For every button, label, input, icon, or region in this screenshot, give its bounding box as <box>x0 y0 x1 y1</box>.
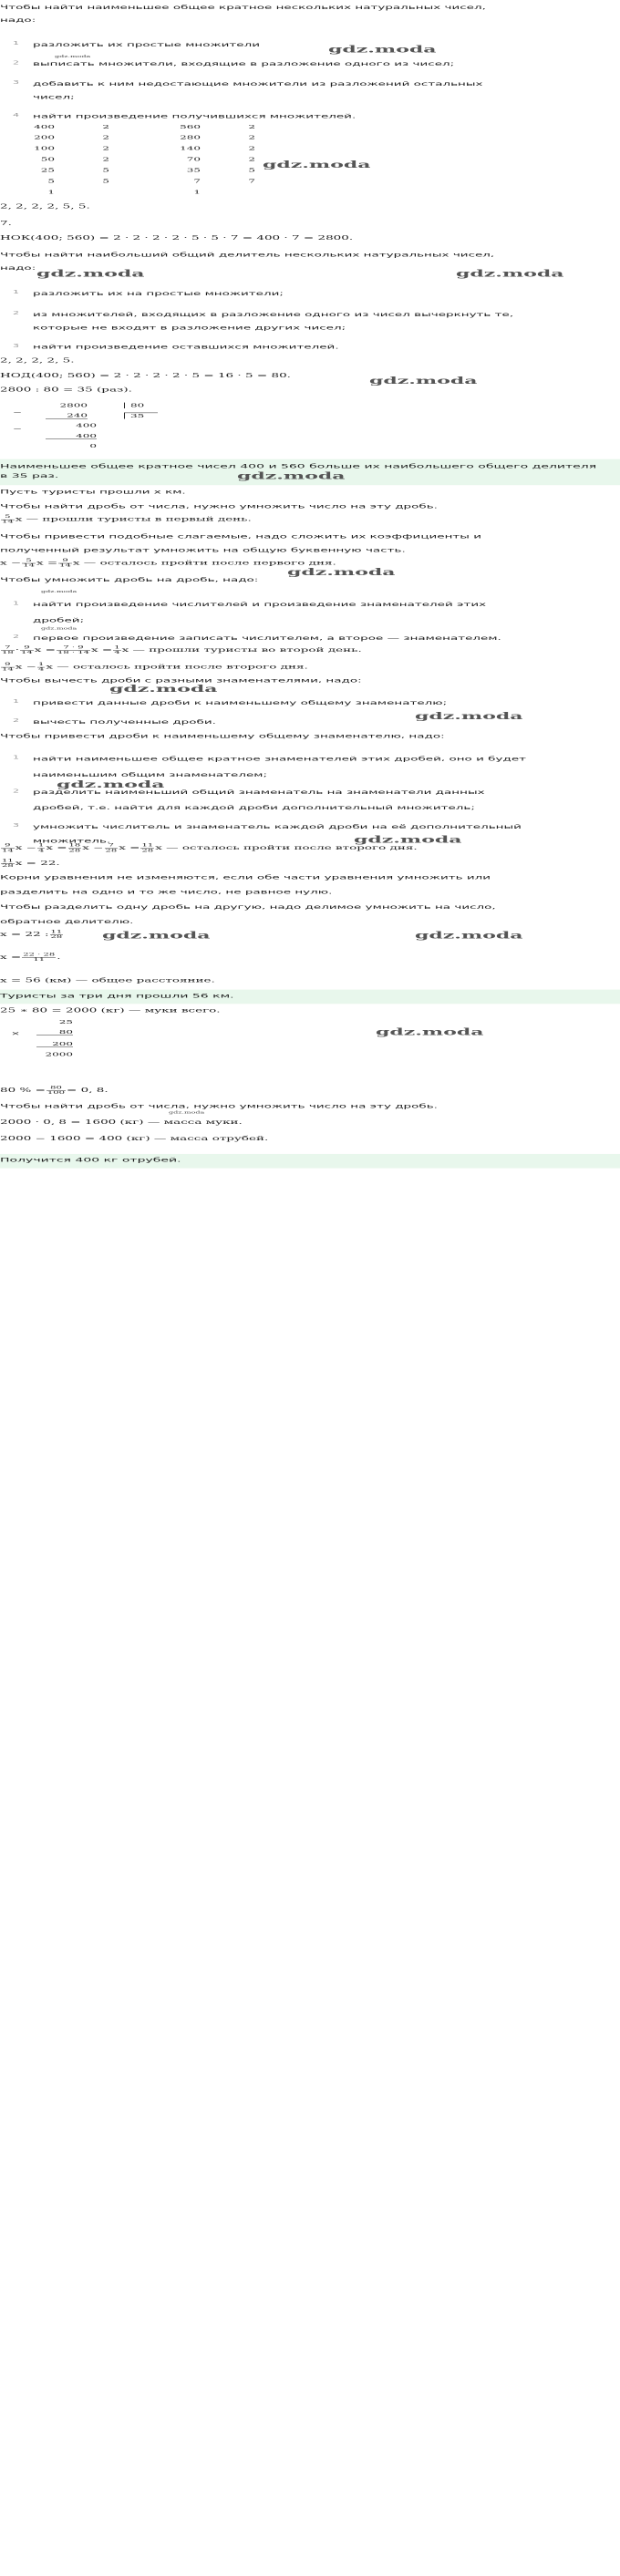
sub1: 240 <box>46 413 88 419</box>
watermark: gdz.moda <box>57 778 165 790</box>
watermark: gdz.moda <box>415 710 523 722</box>
p2-l3: $\frac{5}{14}$ x — прошли туристы в первый день. <box>2 514 252 524</box>
table-cell: 50 <box>40 156 55 163</box>
p2-l16: Чтобы разделить одну дробь на другую, надо делимое умножить на число, <box>0 903 496 911</box>
divisor: 80 <box>124 403 158 408</box>
watermark: gdz.moda <box>354 834 462 846</box>
watermark: gdz.moda <box>36 268 145 280</box>
lcm-rule-intro: Чтобы найти наименьшее общее кратное нескольких натуральных чисел, <box>0 4 486 11</box>
p3-l1: 25 ∗ 80 = 2000 (кг) — муки всего. <box>0 1006 221 1015</box>
division-line: 2800 : 80 = 35 (раз). <box>0 386 132 394</box>
table-cell: 560 <box>180 123 201 130</box>
p2-l10: Чтобы вычесть дроби с разными знаменателями, надо: <box>0 676 362 685</box>
table-cell: 2 <box>248 145 255 152</box>
rem2: 0 <box>89 442 97 449</box>
seven-line: 7. <box>0 220 12 227</box>
p2-l20: x = 56 (км) — общее расстояние. <box>0 976 215 984</box>
gcd-rule-intro: Чтобы найти наибольший общий делитель нескольких натуральных чисел, <box>0 252 495 259</box>
answer-1: Наименьшее общее кратное чисел 400 и 560 больше их наибольшего общего делителя в 35 раз. <box>0 459 620 486</box>
watermark-small: gdz.moda <box>41 589 78 593</box>
factors-line: 2, 2, 2, 2, 5, 5. <box>0 203 90 211</box>
long-division <box>0 403 182 458</box>
table-cell: 2 <box>248 134 255 141</box>
p2-l14: Корни уравнения не изменяются, если обе части уравнения умножить или <box>0 874 491 881</box>
table-cell: 2 <box>102 134 109 141</box>
p3-l5: 2000 − 1600 = 400 (кг) — масса отрубей. <box>0 1135 269 1143</box>
table-cell: 25 <box>40 167 55 173</box>
watermark: gdz.moda <box>369 375 478 386</box>
table-cell: 2 <box>102 145 109 152</box>
watermark: gdz.moda <box>287 566 396 578</box>
table-cell: 7 <box>193 178 201 184</box>
p2-l17: обратное делителю. <box>0 918 134 925</box>
table-cell: 200 <box>34 134 55 141</box>
mult-c: 200 <box>36 1041 73 1047</box>
p2-l8: $\frac{7}{18}$ · $\frac{9}{14}$ x = $\frac{7 \cdot 9}{18 \cdot 14}$ x = $\frac{1}{4}$ x — прошли туристы во второй день. <box>2 644 362 655</box>
table-cell: 5 <box>47 178 55 184</box>
lcm-rule-intro2: надо: <box>0 16 36 24</box>
quotient: 35 <box>124 413 158 419</box>
dividend: 2800 <box>59 402 88 409</box>
mult-sign: × <box>10 1030 20 1037</box>
watermark: gdz.moda <box>263 159 371 170</box>
p2-l11: Чтобы привести дроби к наименьшему общему знаменателю, надо: <box>0 733 445 740</box>
table-cell: 5 <box>102 167 109 173</box>
answer-3: Получится 400 кг отрубей. <box>0 1154 620 1169</box>
p2-l2: Чтобы найти дробь от числа, нужно умножить число на эту дробь. <box>0 503 438 510</box>
p3-l4: 2000 · 0, 8 = 1600 (кг) — масса муки. <box>0 1118 243 1126</box>
table-cell: 280 <box>180 134 201 141</box>
mult-d: 2000 <box>45 1051 73 1058</box>
p2-l5: полученный результат умножить на общую буквенную часть. <box>0 546 406 554</box>
multiplication <box>0 1019 109 1069</box>
gcd-factors-line: 2, 2, 2, 2, 5. <box>0 356 75 365</box>
rem1: 400 <box>76 422 97 429</box>
p2-l15: разделить на одно и то же число, не равное нулю. <box>0 889 333 896</box>
watermark: gdz.moda <box>456 268 564 280</box>
table-cell: 400 <box>34 123 55 130</box>
watermark: gdz.moda <box>237 470 346 482</box>
lcm-result: НОК(400; 560) = 2 · 2 · 2 · 2 · 5 · 5 · 7 = 400 · 7 = 2800. <box>0 234 354 242</box>
watermark: gdz.moda <box>102 930 211 942</box>
minus-sign-2: − <box>12 426 22 432</box>
p2-l1: Пусть туристы прошли x км. <box>0 488 186 496</box>
table-cell: 2 <box>248 123 255 130</box>
table-cell: 1 <box>47 189 55 195</box>
p3-l2: 80 % = $\frac{80}{100}$ = 0, 8. <box>0 1085 108 1096</box>
solution-page: Чтобы найти наименьшее общее кратное нескольких натуральных чисел, надо: 1 разложить их простые множители 2 выписать множители, входящие в разложение одного из чисел; 3 добавить к ним недостающие множители из разложений остальных чисел; 4 найти произведение получившихся множителей. gdz.moda gdz.moda 400 200 100 50 25 5 1 2 2 2 2 5 5 560 280 140 70 35 7 1 2 2 2 2 5 7 gdz.moda 2, 2, 2, 2, 5, 5. 7. НОК(400; 560) = 2 · 2 · 2 · 2 · 5 · 5 · 7 = 400 · 7 = 2800. Чтобы найти наибольший общий делитель нескольких натуральных чисел, надо: gdz.moda gdz.moda 1 разложить их на простые множители; 2 из множителей, входящих в разложение одного из чисел вычеркнуть те, которые не входят в разложение других чисел; 3 найти произведение оставшихся множителей. 2, 2, 2, 2, 5. НОД(400; 560) = 2 · 2 · 2 · 2 · 5 = 16 · 5 = 80. gdz.moda 2800 : 80 = 35 (раз). − 2800 240 − 400 400 0 80 35 Наименьшее общее кратное чисел 400 и 560 больше их наибольшего общего делителя в 35 раз. gdz.moda Пусть туристы прошли x км. Чтобы найти дробь от числа, нужно умножить число на эту дробь. $\frac{5}{14}$ x — прошли туристы в первый день. Чтобы привести подобные слагаемые, надо сложить их коэффициенты и полученный результат умножить на общую буквенную часть. x − $\frac{5}{14}$ x = $\frac{9}{14}$ x — осталось пройти после первого дня. Чтобы умножить дробь на дробь, надо: gdz.moda gdz.moda 1 найти произведение числителей и произведение знаменателей этих дробей; gdz.moda 2 первое произведение записать числителем, а второе — знаменателем. $\frac{7}{18}$ · $\frac{9}{14}$ x = $\frac{7 \cdot 9}{18 \cdot 14}$ x = $\frac{1}{4}$ x — прошли туристы во второй день. $\frac{9}{14}$ x − $\frac{1}{4}$ x — осталось пройти после второго дня. Чтобы вычесть дроби с разными знаменателями, надо: gdz.moda 1 привести данные дроби к наименьшему общему знаменателю; 2 вычесть полученные дроби. gdz.moda Чтобы привести дроби к наименьшему общему знаменателю, надо: 1 найти наименьшее общее кратное знаменателей этих дробей, оно и будет наименьшим общим знаменателем; gdz.moda 2 разделить наименьший общий знаменатель на знаменатели данных дробей, т.е. найти для каждой дроби дополнительный множитель; 3 умножить числитель и знаменатель каждой дроби на её дополнительный множитель. gdz.moda $\frac{9}{14}$ x − $\frac{1}{4}$ x = $\frac{18}{28}$ x − $\frac{7}{28}$ x = $\frac{11}{28}$ x — осталось пройти после второго дня. $\frac{11}{28}$ x = 22. Корни уравнения не изменяются, если обе части уравнения умножить или разделить на одно и то же число, не равное нулю. Чтобы разделить одну дробь на другую, надо делимое умножить на число, обратное делителю. x = 22 : $\frac{11}{28}$ gdz.moda gdz.moda x = $\frac{22 \cdot 28}{11}$ . x = 56 (км) — общее расстояние. Туристы за три дня прошли 56 км. 25 ∗ 80 = 2000 (кг) — муки всего. × 25 80 200 2000 gdz.moda 80 % = $\frac{80}{100}$ = 0, 8. Чтобы найти дробь от числа, нужно умножить число на эту дробь. 2000 · 0, 8 = 1600 (кг) — масса муки. gdz.moda 2000 − 1600 = 400 (кг) — масса отрубей. Получится 400 кг отрубей. <box>0 0 620 1185</box>
sub2: 400 <box>46 433 97 439</box>
p2-l18: x = 22 : $\frac{11}{28}$ <box>0 929 63 940</box>
table-cell: 5 <box>102 178 109 184</box>
watermark-small: gdz.moda <box>55 54 91 58</box>
table-cell: 7 <box>248 178 255 184</box>
table-cell: 100 <box>34 145 55 152</box>
gcd-rule-intro2: надо: <box>0 264 36 273</box>
mult-b: 80 <box>36 1029 73 1036</box>
p3-l3: Чтобы найти дробь от числа, нужно умножить число на эту дробь. <box>0 1102 438 1110</box>
watermark-small: gdz.moda <box>169 1110 205 1115</box>
watermark: gdz.moda <box>376 1026 484 1038</box>
p2-l9: $\frac{9}{14}$ x − $\frac{1}{4}$ x — осталось пройти после второго дня. <box>2 662 308 672</box>
watermark: gdz.moda <box>109 683 218 695</box>
minus-sign: − <box>12 408 22 416</box>
gcd-result: НОД(400; 560) = 2 · 2 · 2 · 2 · 5 = 16 · 5 = 80. <box>0 372 291 379</box>
watermark: gdz.moda <box>415 930 523 942</box>
table-cell: 35 <box>186 167 201 173</box>
p2-l12: $\frac{9}{14}$ x − $\frac{1}{4}$ x = $\frac{18}{28}$ x − $\frac{7}{28}$ x = $\frac{11}{28}$ x — осталось пройти после второго дня. <box>2 843 418 853</box>
p2-l19: x = $\frac{22 \cdot 28}{11}$ . <box>0 952 61 963</box>
table-cell: 2 <box>102 123 109 130</box>
p2-l13: $\frac{11}{28}$ x = 22. <box>2 858 60 868</box>
table-cell: 5 <box>248 167 255 173</box>
p2-l7: Чтобы умножить дробь на дробь, надо: <box>0 576 259 583</box>
table-cell: 2 <box>248 156 255 163</box>
table-cell: 2 <box>102 156 109 163</box>
mult-a: 25 <box>58 1018 73 1025</box>
factor-table <box>0 124 292 200</box>
watermark: gdz.moda <box>328 44 437 56</box>
table-cell: 140 <box>180 145 201 152</box>
p2-l4: Чтобы привести подобные слагаемые, надо сложить их коэффициенты и <box>0 533 482 541</box>
answer-2: Туристы за три дня прошли 56 км. <box>0 990 620 1005</box>
table-cell: 1 <box>193 189 201 195</box>
table-cell: 70 <box>186 156 201 163</box>
p2-l6: x − $\frac{5}{14}$ x = $\frac{9}{14}$ x — осталось пройти после первого дня. <box>0 558 336 568</box>
watermark-small: gdz.moda <box>41 626 78 631</box>
